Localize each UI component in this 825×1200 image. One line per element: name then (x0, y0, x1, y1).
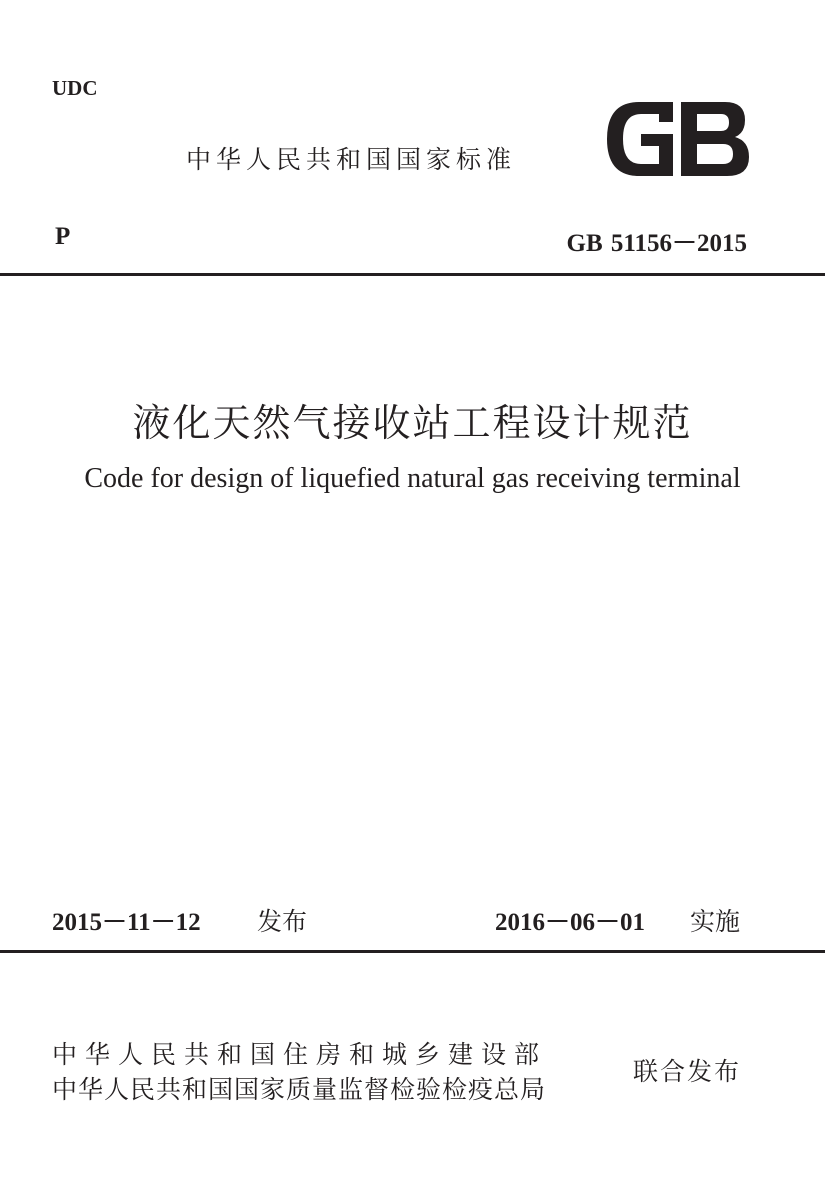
standard-number: GB 51156－2015 (566, 230, 747, 257)
gb-logo-icon (603, 100, 751, 178)
bottom-divider (0, 950, 825, 953)
category-code: P (55, 223, 71, 250)
title-chinese: 液化天然气接收站工程设计规范 (132, 403, 693, 445)
joint-issue-label: 联合发布 (633, 1057, 742, 1086)
national-standard-heading: 中华人民共和国国家标准 (186, 145, 517, 174)
issue-date: 2015－11－12 (52, 909, 201, 936)
issue-label: 发布 (257, 907, 308, 936)
issuer-aqsiq: 中华人民共和国国家质量监督检验检疫总局 (52, 1075, 547, 1104)
udc-label: UDC (52, 76, 98, 100)
top-divider (0, 273, 825, 276)
issuer-ministry-housing: 中华人民共和国住房和城乡建设部 (52, 1040, 548, 1069)
implementation-label: 实施 (690, 907, 741, 936)
implementation-date: 2016－06－01 (495, 909, 646, 936)
title-english: Code for design of liquefied natural gas receiving terminal (84, 463, 741, 494)
